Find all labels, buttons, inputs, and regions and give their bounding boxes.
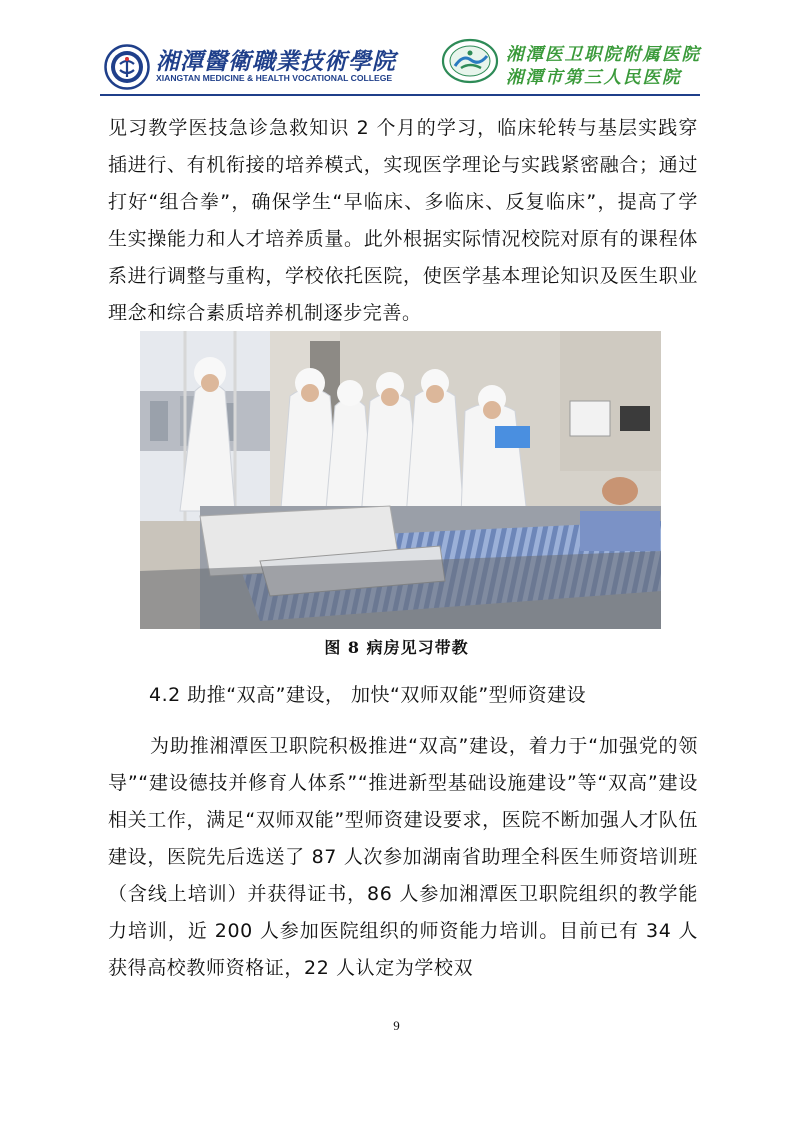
hospital-logo-icon	[441, 38, 499, 84]
section-heading: 4.2 助推“双高”建设， 加快“双师双能”型师资建设	[149, 684, 587, 706]
header-divider	[100, 94, 700, 96]
figure-caption: 图 8 病房见习带教	[324, 638, 469, 657]
college-name-cn: 湘潭醫衛職業技術學院	[156, 48, 396, 75]
page-number: 9	[393, 1018, 400, 1033]
body-paragraph-1: 见习教学医技急诊急救知识 2 个月的学习，临床轮转与基层实践穿插进行、有机衔接的培养模式，实现医学理论与实践紧密融合；通过打好“组合拳”，确保学生“早临床、多临床、反复临床”，提高了学生实操能力和人才培养质量。此外根据实际情况校院对原有的课程体系进行调整与重构，学校依托医院，使医学基本理论知识及医生职业理念和综合素质培养机制逐步完善。	[108, 117, 698, 324]
college-name-en: XIANGTAN MEDICINE & HEALTH VOCATIONAL COLLEGE	[156, 73, 393, 83]
ward-teaching-photo	[140, 331, 661, 629]
body-paragraph-2: 为助推湘潭医卫职院积极推进“双高”建设，着力于“加强党的领导”“建设德技并修育人体系”“推进新型基础设施建设”等“双高”建设相关工作，满足“双师双能”型师资建设要求，医院不断加强人才队伍建设，医院先后选送了 87 人次参加湖南省助理全科医生师资培训班（含线上培训）并获得证书，86 人参加湘潭医卫职院组织的教学能力培训，近 200 人参加医院组织的师资能力培训。目前已有 34 人获得高校教师资格证，22 人认定为学校双	[108, 735, 698, 979]
college-logo-icon	[104, 44, 150, 90]
hospital-name-line1: 湘潭医卫职院附属医院	[506, 45, 701, 65]
hospital-name-line2: 湘潭市第三人民医院	[506, 68, 682, 88]
